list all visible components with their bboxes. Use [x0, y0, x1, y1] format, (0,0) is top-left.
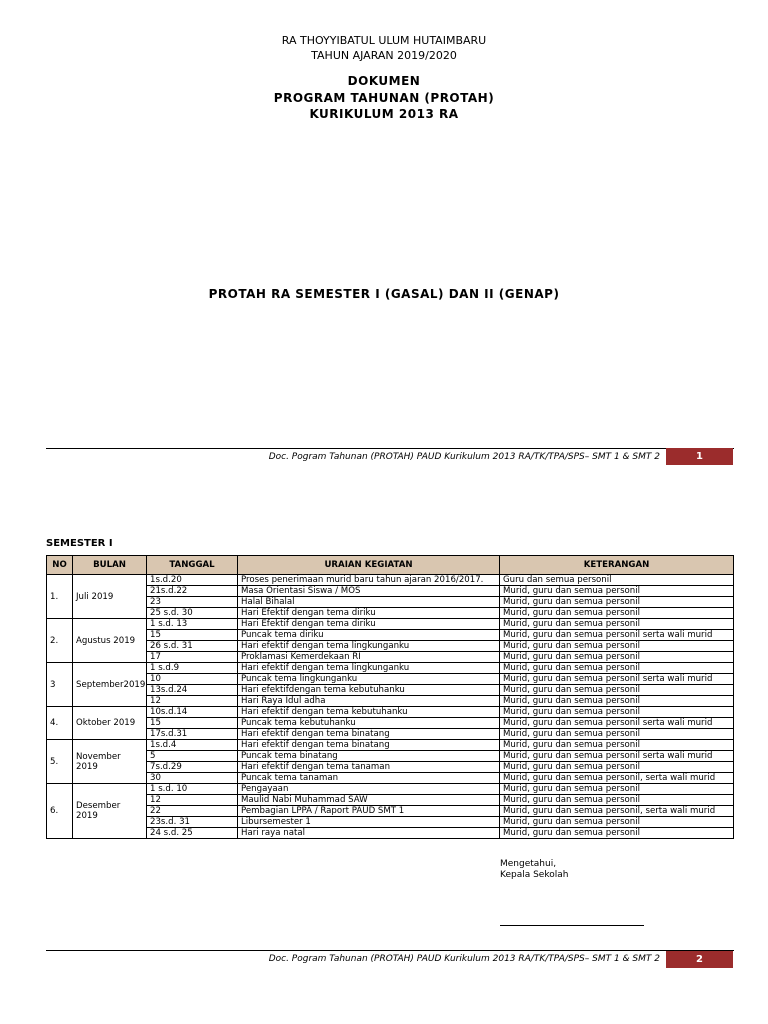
signature-line — [500, 925, 644, 926]
cell-keterangan: Murid, guru dan semua personil — [500, 696, 734, 707]
table-row — [47, 575, 734, 586]
cell-keterangan: Murid, guru dan semua personil — [500, 828, 734, 839]
cell-uraian: Hari Raya Idul adha — [238, 696, 500, 707]
row-number: 3 — [47, 663, 73, 707]
cell-keterangan: Murid, guru dan semua personil serta wali murid — [500, 674, 734, 685]
cell-keterangan: Murid, guru dan semua personil — [500, 685, 734, 696]
cell-tanggal: 1s.d.20 — [147, 575, 238, 586]
table-row — [47, 817, 734, 828]
footer-divider-2 — [46, 950, 734, 951]
cell-keterangan: Murid, guru dan semua personil — [500, 608, 734, 619]
table-row — [47, 597, 734, 608]
cell-tanggal: 1 s.d. 10 — [147, 784, 238, 795]
cell-uraian: Hari efektif dengan tema lingkunganku — [238, 663, 500, 674]
cell-keterangan: Murid, guru dan semua personil, serta wali murid — [500, 806, 734, 817]
cell-tanggal: 10 — [147, 674, 238, 685]
cell-tanggal: 23 — [147, 597, 238, 608]
institution-name: RA THOYYIBATUL ULUM HUTAIMBARU — [281, 34, 487, 47]
table-row — [47, 795, 734, 806]
table-row — [47, 685, 734, 696]
table-row — [47, 586, 734, 597]
cell-keterangan: Murid, guru dan semua personil serta wali murid — [500, 630, 734, 641]
cell-tanggal: 15 — [147, 718, 238, 729]
row-number: 4. — [47, 707, 73, 740]
table-row — [47, 630, 734, 641]
row-number: 1. — [47, 575, 73, 619]
cell-keterangan: Guru dan semua personil — [500, 575, 734, 586]
cell-uraian: Hari Efektif dengan tema diriku — [238, 619, 500, 630]
cell-tanggal: 12 — [147, 696, 238, 707]
row-month: Juli 2019 — [73, 575, 147, 619]
row-number: 5. — [47, 740, 73, 784]
cell-uraian: Proklamasi Kemerdekaan RI — [238, 652, 500, 663]
cell-uraian: Hari Efektif dengan tema diriku — [238, 608, 500, 619]
cell-uraian: Puncak tema kebutuhanku — [238, 718, 500, 729]
row-month: Oktober 2019 — [73, 707, 147, 740]
table-row — [47, 762, 734, 773]
cell-uraian: Libursemester 1 — [238, 817, 500, 828]
sign-mengetahui: Mengetahui, — [500, 859, 557, 869]
cell-tanggal: 25 s.d. 30 — [147, 608, 238, 619]
header-keterangan: KETERANGAN — [500, 556, 734, 575]
cell-keterangan: Murid, guru dan semua personil — [500, 641, 734, 652]
cell-keterangan: Murid, guru dan semua personil — [500, 586, 734, 597]
cell-uraian: Puncak tema tanaman — [238, 773, 500, 784]
cell-uraian: Puncak tema lingkunganku — [238, 674, 500, 685]
table-row — [47, 773, 734, 784]
cell-keterangan: Murid, guru dan semua personil — [500, 619, 734, 630]
table-row — [47, 619, 734, 630]
cell-keterangan: Murid, guru dan semua personil serta wali murid — [500, 718, 734, 729]
cell-keterangan: Murid, guru dan semua personil — [500, 817, 734, 828]
academic-year: TAHUN AJARAN 2019/2020 — [311, 49, 457, 62]
doc-title-line-3: KURIKULUM 2013 RA — [309, 107, 459, 121]
cell-tanggal: 24 s.d. 25 — [147, 828, 238, 839]
cell-keterangan: Murid, guru dan semua personil, serta wali murid — [500, 773, 734, 784]
protah-table — [46, 555, 734, 839]
footer-text: Doc. Pogram Tahunan (PROTAH) PAUD Kurikulum 2013 RA/TK/TPA/SPS– SMT 1 & SMT 2 — [268, 452, 660, 462]
table-row — [47, 718, 734, 729]
footer-divider — [46, 448, 734, 449]
cell-keterangan: Murid, guru dan semua personil — [500, 597, 734, 608]
cell-tanggal: 1 s.d. 13 — [147, 619, 238, 630]
table-row — [47, 608, 734, 619]
cell-uraian: Pembagian LPPA / Raport PAUD SMT 1 — [238, 806, 500, 817]
cell-uraian: Maulid Nabi Muhammad SAW — [238, 795, 500, 806]
table-row — [47, 740, 734, 751]
header-bulan: BULAN — [73, 556, 147, 575]
table-body — [47, 575, 734, 839]
cell-keterangan: Murid, guru dan semua personil — [500, 663, 734, 674]
cell-tanggal: 1s.d.4 — [147, 740, 238, 751]
cell-uraian: Hari raya natal — [238, 828, 500, 839]
cell-keterangan: Murid, guru dan semua personil — [500, 652, 734, 663]
table-row — [47, 663, 734, 674]
doc-title-line-1: DOKUMEN — [347, 74, 421, 88]
table-row — [47, 641, 734, 652]
cell-keterangan: Murid, guru dan semua personil — [500, 729, 734, 740]
cell-tanggal: 30 — [147, 773, 238, 784]
cell-uraian: Puncak tema diriku — [238, 630, 500, 641]
cell-keterangan: Murid, guru dan semua personil — [500, 784, 734, 795]
cell-keterangan: Murid, guru dan semua personil serta wali murid — [500, 751, 734, 762]
cell-tanggal: 7s.d.29 — [147, 762, 238, 773]
table-row — [47, 729, 734, 740]
row-number: 2. — [47, 619, 73, 663]
cell-keterangan: Murid, guru dan semua personil — [500, 762, 734, 773]
cell-tanggal: 17 — [147, 652, 238, 663]
cell-uraian: Hari efektif dengan tema binatang — [238, 729, 500, 740]
row-month: September2019 — [73, 663, 147, 707]
table-row — [47, 751, 734, 762]
cell-tanggal: 17s.d.31 — [147, 729, 238, 740]
table-row — [47, 828, 734, 839]
cell-tanggal: 21s.d.22 — [147, 586, 238, 597]
row-month: Desember 2019 — [73, 784, 147, 839]
page-number-badge: 1 — [666, 448, 733, 465]
table-row — [47, 784, 734, 795]
cell-tanggal: 1 s.d.9 — [147, 663, 238, 674]
cell-uraian: Hari efektif dengan tema kebutuhanku — [238, 707, 500, 718]
row-number: 6. — [47, 784, 73, 839]
page-number-badge-2: 2 — [666, 951, 733, 968]
cell-tanggal: 26 s.d. 31 — [147, 641, 238, 652]
cell-uraian: Proses penerimaan murid baru tahun ajaran 2016/2017. — [238, 575, 500, 586]
cell-keterangan: Murid, guru dan semua personil — [500, 795, 734, 806]
cell-tanggal: 15 — [147, 630, 238, 641]
cell-tanggal: 5 — [147, 751, 238, 762]
sign-kepala-sekolah: Kepala Sekolah — [500, 870, 569, 880]
table-row — [47, 707, 734, 718]
row-month: Agustus 2019 — [73, 619, 147, 663]
row-month: November 2019 — [73, 740, 147, 784]
footer-text-2: Doc. Pogram Tahunan (PROTAH) PAUD Kurikulum 2013 RA/TK/TPA/SPS– SMT 1 & SMT 2 — [268, 954, 660, 964]
cell-uraian: Hari efektif dengan tema lingkunganku — [238, 641, 500, 652]
table-header-row — [47, 556, 734, 575]
table-row — [47, 696, 734, 707]
cell-tanggal: 22 — [147, 806, 238, 817]
cell-tanggal: 23s.d. 31 — [147, 817, 238, 828]
cell-uraian: Halal Bihalal — [238, 597, 500, 608]
cell-uraian: Hari efektif dengan tema tanaman — [238, 762, 500, 773]
table-row — [47, 652, 734, 663]
cell-tanggal: 13s.d.24 — [147, 685, 238, 696]
cell-uraian: Puncak tema binatang — [238, 751, 500, 762]
cell-uraian: Masa Orientasi Siswa / MOS — [238, 586, 500, 597]
cell-tanggal: 10s.d.14 — [147, 707, 238, 718]
cell-tanggal: 12 — [147, 795, 238, 806]
cell-keterangan: Murid, guru dan semua personil — [500, 740, 734, 751]
semester-label: SEMESTER I — [46, 538, 113, 549]
table-row — [47, 674, 734, 685]
header-no: NO — [47, 556, 73, 575]
table-row — [47, 806, 734, 817]
protah-subtitle: PROTAH RA SEMESTER I (GASAL) DAN II (GENAP) — [208, 287, 560, 301]
cell-keterangan: Murid, guru dan semua personil — [500, 707, 734, 718]
header-uraian: URAIAN KEGIATAN — [238, 556, 500, 575]
doc-title-line-2: PROGRAM TAHUNAN (PROTAH) — [273, 91, 495, 105]
header-tanggal: TANGGAL — [147, 556, 238, 575]
cell-uraian: Hari efektifdengan tema kebutuhanku — [238, 685, 500, 696]
cell-uraian: Pengayaan — [238, 784, 500, 795]
cell-uraian: Hari efektif dengan tema binatang — [238, 740, 500, 751]
